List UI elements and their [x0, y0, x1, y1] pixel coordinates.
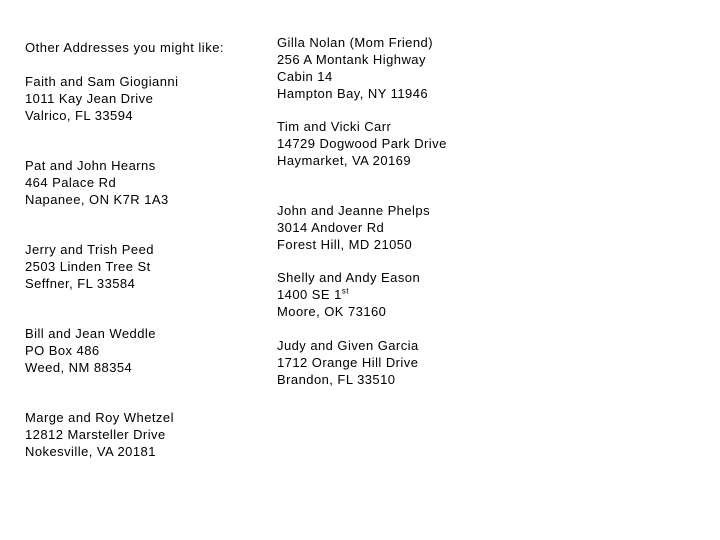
- address-name: Shelly and Andy Eason: [277, 270, 421, 285]
- address-city: Moore, OK 73160: [277, 304, 387, 319]
- address-city: Haymarket, VA 20169: [277, 153, 412, 168]
- address-street: 1712 Orange Hill Drive: [277, 355, 419, 370]
- address-block-phelps: [277, 202, 430, 253]
- address-city: Brandon, FL 33510: [277, 372, 396, 387]
- address-city: Valrico, FL 33594: [25, 108, 134, 123]
- address-name: John and Jeanne Phelps: [277, 203, 431, 218]
- address-city: Forest Hill, MD 21050: [277, 237, 413, 252]
- address-extra: Cabin 14: [277, 69, 333, 84]
- ordinal-suffix: st: [341, 286, 349, 296]
- address-street: 1011 Kay Jean Drive: [25, 91, 154, 106]
- address-block-peed: [25, 241, 154, 292]
- address-block-nolan: [277, 34, 433, 102]
- address-street: PO Box 486: [25, 343, 100, 358]
- address-name: Marge and Roy Whetzel: [25, 410, 174, 425]
- address-street: 256 A Montank Highway: [277, 52, 426, 67]
- address-city: Napanee, ON K7R 1A3: [25, 192, 169, 207]
- address-street: [277, 286, 420, 303]
- address-name: Faith and Sam Giogianni: [25, 74, 179, 89]
- address-city: Nokesville, VA 20181: [25, 444, 156, 459]
- address-name: Tim and Vicki Carr: [277, 119, 392, 134]
- address-street: 3014 Andover Rd: [277, 220, 385, 235]
- address-name: Pat and John Hearns: [25, 158, 156, 173]
- address-block-whetzel: [25, 409, 174, 460]
- address-city: Hampton Bay, NY 11946: [277, 86, 429, 101]
- address-block-giogianni: [25, 73, 178, 124]
- address-street: 12812 Marsteller Drive: [25, 427, 166, 442]
- address-block-hearns: [25, 157, 169, 208]
- section-heading: Other Addresses you might like:: [25, 40, 225, 55]
- address-city: Weed, NM 88354: [25, 360, 133, 375]
- address-street: 14729 Dogwood Park Drive: [277, 136, 447, 151]
- address-street: 2503 Linden Tree St: [25, 259, 151, 274]
- address-block-garcia: [277, 337, 419, 388]
- address-name: Judy and Given Garcia: [277, 338, 419, 353]
- address-name: Bill and Jean Weddle: [25, 326, 156, 341]
- address-block-carr: [277, 118, 447, 169]
- street-main-text: 1400 SE 1: [277, 287, 342, 302]
- address-name: Jerry and Trish Peed: [25, 242, 154, 257]
- address-city: Seffner, FL 33584: [25, 276, 136, 291]
- address-block-eason: [277, 269, 420, 320]
- address-street: 464 Palace Rd: [25, 175, 117, 190]
- address-name: Gilla Nolan (Mom Friend): [277, 35, 434, 50]
- address-block-weddle: [25, 325, 156, 376]
